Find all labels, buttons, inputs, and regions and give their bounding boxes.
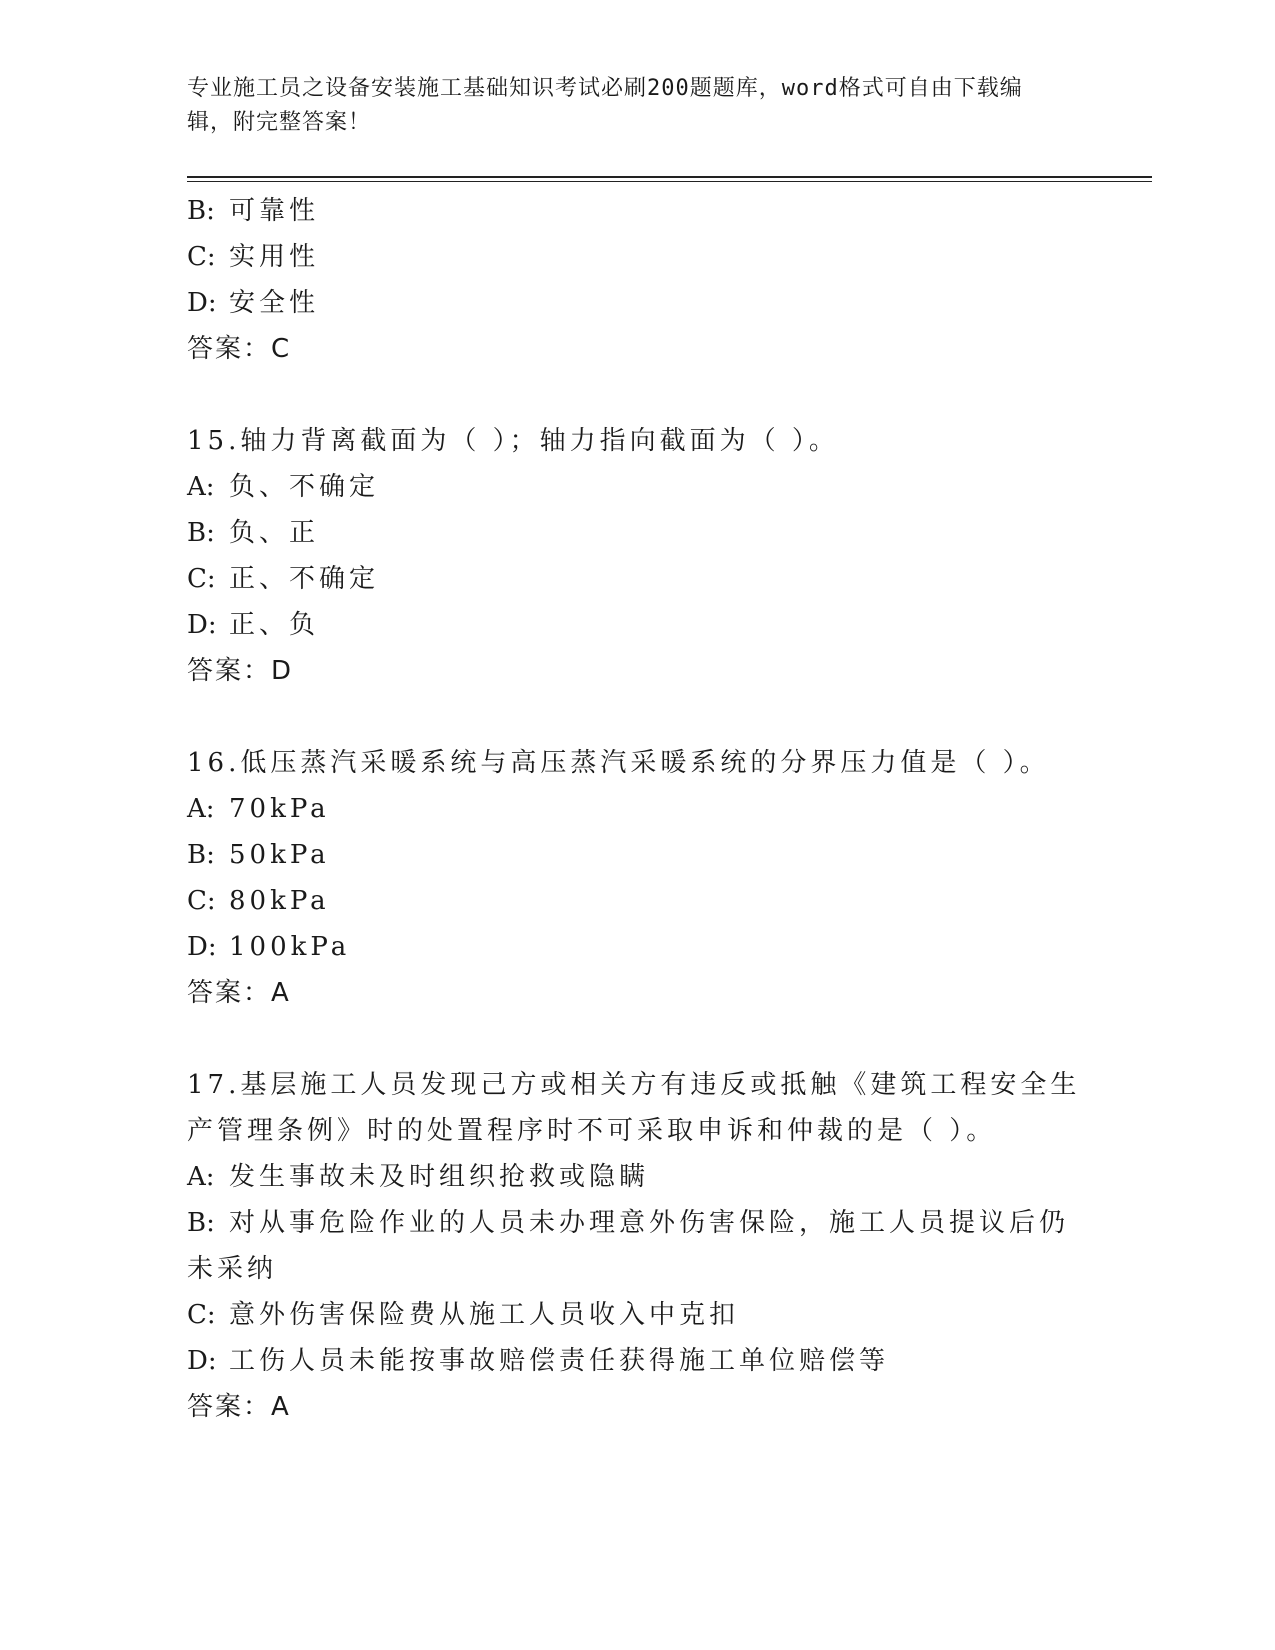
option-row — [187, 280, 1087, 326]
option-row — [187, 1154, 1087, 1200]
spacer — [187, 372, 1087, 418]
option-text: 发生事故未及时组织抢救或隐瞒 — [229, 1162, 650, 1192]
option-letter: D: — [187, 1346, 217, 1376]
question-15: 15.轴力背离截面为（ ）；轴力指向截面为（ ）。 — [187, 426, 839, 456]
option-row — [187, 1200, 1087, 1292]
option-row — [187, 786, 1087, 832]
option-letter: C: — [187, 242, 216, 272]
option-text: 正、不确定 — [229, 564, 380, 594]
option-row — [187, 556, 1087, 602]
option-letter: C: — [187, 564, 216, 594]
option-letter: D: — [187, 610, 217, 640]
option-row — [187, 602, 1087, 648]
option-row — [187, 1338, 1087, 1384]
question-17: 17.基层施工人员发现己方或相关方有违反或抵触《建筑工程安全生产管理条例》时的处置程序时不可采取申诉和仲裁的是（ ）。 — [187, 1070, 1081, 1146]
header-rule-top — [187, 176, 1152, 178]
option-letter: B: — [187, 518, 215, 548]
option-text: 负、正 — [229, 518, 320, 548]
option-row — [187, 832, 1087, 878]
option-letter: B: — [187, 840, 215, 870]
option-row — [187, 234, 1087, 280]
option-text: 实用性 — [229, 242, 320, 272]
answer-line: 答案：D — [187, 656, 294, 686]
option-text: 负、不确定 — [229, 472, 380, 502]
option-text: 50kPa — [229, 840, 330, 870]
option-row — [187, 188, 1087, 234]
option-text: 可靠性 — [229, 196, 320, 226]
option-letter: A: — [187, 1162, 215, 1192]
spacer — [187, 694, 1087, 740]
option-text: 70kPa — [229, 794, 330, 824]
option-text: 100kPa — [229, 932, 351, 962]
option-text: 80kPa — [229, 886, 330, 916]
option-text: 意外伤害保险费从施工人员收入中克扣 — [229, 1300, 740, 1330]
question-16: 16.低压蒸汽采暖系统与高压蒸汽采暖系统的分界压力值是（ ）。 — [187, 748, 1050, 778]
option-row — [187, 510, 1087, 556]
document-body — [187, 188, 1087, 1430]
option-letter: B: — [187, 196, 215, 226]
option-row — [187, 464, 1087, 510]
option-letter: C: — [187, 886, 216, 916]
option-letter: A: — [187, 794, 215, 824]
option-letter: B: — [187, 1208, 215, 1238]
option-letter: D: — [187, 932, 217, 962]
option-text: 安全性 — [229, 288, 320, 318]
header-title: 专业施工员之设备安装施工基础知识考试必刷200题题库，word格式可自由下载编辑，附完整答案！ — [187, 76, 1023, 135]
option-letter: C: — [187, 1300, 216, 1330]
option-text: 正、负 — [229, 610, 320, 640]
option-row — [187, 878, 1087, 924]
spacer — [187, 1016, 1087, 1062]
option-row — [187, 1292, 1087, 1338]
option-text: 对从事危险作业的人员未办理意外伤害保险，施工人员提议后仍未采纳 — [187, 1208, 1070, 1284]
answer-line: 答案：A — [187, 978, 291, 1008]
option-letter: D: — [187, 288, 217, 318]
answer-line: 答案：C — [187, 334, 292, 364]
option-row — [187, 924, 1087, 970]
page-header — [187, 72, 1067, 140]
answer-line: 答案：A — [187, 1392, 291, 1422]
option-text: 工伤人员未能按事故赔偿责任获得施工单位赔偿等 — [229, 1346, 890, 1376]
option-letter: A: — [187, 472, 215, 502]
header-rule-bottom — [187, 181, 1152, 182]
